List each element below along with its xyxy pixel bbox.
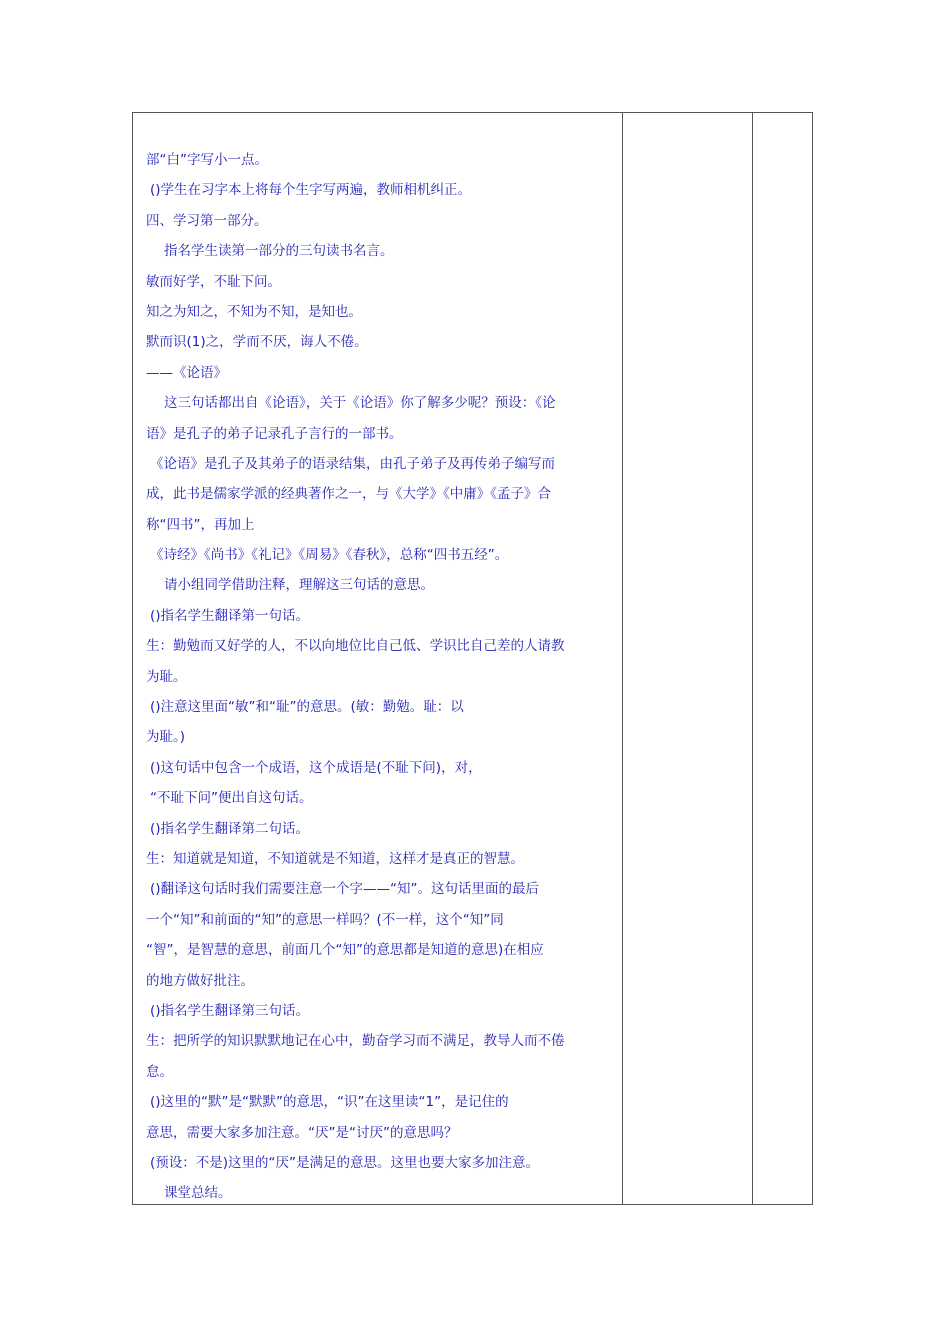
text-line: 生：勤勉而又好学的人，不以向地位比自己低、学识比自己差的人请教 [146,638,565,655]
text-line: 怠。 [146,1063,173,1080]
text-line: 《论语》是孔子及其弟子的语录结集，由孔子弟子及再传弟子编写而 [150,455,555,472]
text-line: 知之为知之，不知为不知，是知也。 [146,303,362,320]
text-line: 指名学生读第一部分的三句读书名言。 [164,243,394,260]
text-line: 为耻。) [146,729,186,746]
text-line: ()翻译这句话时我们需要注意一个字——“知”。这句话里面的最后 [150,881,540,898]
text-line: ()这里的“默”是“默默”的意思，“识”在这里读“1”，是记住的 [150,1094,509,1111]
text-line: 意思，需要大家多加注意。“厌”是“讨厌”的意思吗？ [146,1124,458,1141]
text-line: 称“四书”，再加上 [146,516,255,533]
text-line: ()注意这里面“敏”和“耻”的意思。(敏：勤勉。耻：以 [150,699,464,716]
text-line: 默而识(1)之，学而不厌，诲人不倦。 [146,334,368,351]
text-line: 请小组同学借助注释，理解这三句话的意思。 [164,577,434,594]
text-line: 敏而好学，不耻下问。 [146,273,281,290]
text-line: 课堂总结。 [164,1185,232,1202]
column-divider-2 [752,113,753,1204]
text-line: 的地方做好批注。 [146,972,254,989]
text-line: 四、学习第一部分。 [146,212,268,229]
lesson-content-cell [146,149,618,1213]
text-line: “智”，是智慧的意思，前面几个“知”的意思都是知道的意思)在相应 [146,942,544,959]
text-line: 成，此书是儒家学派的经典著作之一，与《大学》《中庸》《孟子》合 [146,486,551,503]
text-line: ()指名学生翻译第一句话。 [150,607,310,624]
text-line: 部“白”字写小一点。 [146,152,268,168]
text-line: ()指名学生翻译第二句话。 [150,820,310,837]
text-line: 生：把所学的知识默默地记在心中，勤奋学习而不满足，教导人而不倦 [146,1033,565,1050]
text-line: ()这句话中包含一个成语，这个成语是(不耻下问)，对， [150,759,482,776]
text-line: ()学生在习字本上将每个生字写两遍，教师相机纠正。 [150,182,472,199]
text-line: ()指名学生翻译第三句话。 [150,1002,310,1019]
text-line: ——《论语》 [146,364,227,381]
text-line: 语》是孔子的弟子记录孔子言行的一部书。 [146,425,403,442]
text-line: (预设：不是)这里的“厌”是满足的意思。这里也要大家多加注意。 [150,1154,540,1171]
text-line: “不耻下问”便出自这句话。 [150,790,313,807]
text-line: 《诗经》《尚书》《礼记》《周易》《春秋》，总称“四书五经”。 [150,547,509,564]
text-line: 生：知道就是知道，不知道就是不知道，这样才是真正的智慧。 [146,850,524,867]
column-divider-1 [622,113,623,1204]
text-line: 一个“知”和前面的“知”的意思一样吗？(不一样，这个“知”同 [146,911,504,928]
text-line: 这三句话都出自《论语》，关于《论语》你了解多少呢？预设：《论 [164,395,556,412]
text-line: 为耻。 [146,668,187,685]
